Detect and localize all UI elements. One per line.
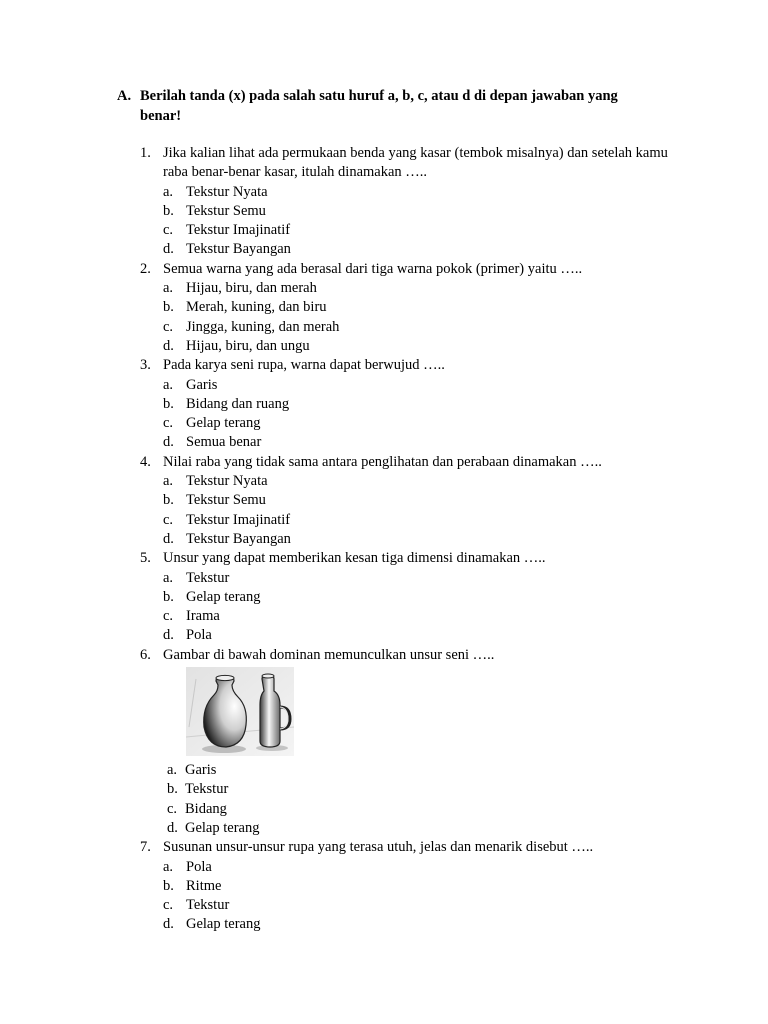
option-c (163, 896, 680, 915)
option-letter: b. (163, 395, 174, 412)
option-letter: d. (163, 434, 174, 451)
option-letter: a. (163, 569, 174, 586)
question-1 (140, 144, 680, 183)
question-text: Unsur yang dapat memberikan kesan tiga dimensi dinamakan ….. (163, 550, 546, 567)
question-5 (140, 549, 680, 568)
option-letter: c. (163, 897, 174, 914)
option-letter: c. (163, 415, 174, 432)
option-c (163, 221, 680, 240)
option-letter: b. (163, 202, 174, 219)
option-c (163, 318, 680, 337)
option-text: Tekstur Nyata (186, 183, 268, 200)
option-letter: c. (163, 608, 174, 625)
option-text: Tekstur (186, 569, 230, 586)
option-c (163, 607, 680, 626)
vases-illustration (186, 667, 294, 756)
option-text: Semua benar (186, 434, 262, 451)
option-letter: d. (163, 627, 174, 644)
section-letter: A. (117, 88, 132, 104)
option-text: Tekstur Imajinatif (186, 222, 291, 239)
question-6 (140, 646, 680, 665)
question-text: Susunan unsur-unsur rupa yang terasa utuh, jelas dan menarik disebut ….. (163, 839, 594, 856)
option-a (163, 376, 680, 395)
question-text: Nilai raba yang tidak sama antara penglihatan dan perabaan dinamakan ….. (163, 453, 602, 470)
question-2 (140, 260, 680, 279)
option-text: Tekstur Bayangan (186, 241, 291, 258)
option-letter: b. (163, 877, 174, 894)
option-b (163, 202, 680, 221)
option-text: Pola (186, 627, 212, 644)
option-b (167, 780, 680, 799)
option-d (163, 915, 680, 934)
option-letter: c. (163, 222, 174, 239)
option-text: Tekstur Imajinatif (186, 511, 291, 528)
option-text: Bidang (185, 800, 227, 817)
option-d (167, 819, 680, 838)
question-text: Pada karya seni rupa, warna dapat berwujud ….. (163, 357, 445, 374)
option-a (163, 279, 680, 298)
option-letter: d. (163, 337, 174, 354)
option-text: Gelap terang (186, 916, 261, 933)
question-text: Semua warna yang ada berasal dari tiga warna pokok (primer) yaitu ….. (163, 260, 583, 277)
option-a (163, 569, 680, 588)
vases-image (186, 667, 294, 756)
option-text: Gelap terang (185, 819, 260, 836)
option-letter: a. (163, 376, 174, 393)
question-text: Gambar di bawah dominan memunculkan unsur seni ….. (163, 646, 495, 663)
option-text: Hijau, biru, dan ungu (186, 337, 310, 354)
option-letter: d. (163, 916, 174, 933)
option-d (163, 240, 680, 259)
option-letter: c. (163, 318, 174, 335)
question-7 (140, 838, 680, 857)
option-c (163, 414, 680, 433)
option-text: Tekstur (186, 897, 230, 914)
question-number: 1. (140, 145, 151, 161)
section-instruction (117, 86, 662, 126)
option-letter: b. (163, 492, 174, 509)
option-d (163, 433, 680, 452)
question-number: 2. (140, 260, 151, 277)
option-text: Tekstur Semu (186, 492, 266, 509)
question-text: Jika kalian lihat ada permukaan benda yang kasar (tembok misalnya) dan setelah kamu raba benar-benar kasar, itulah dinamakan ….. (163, 145, 668, 181)
option-a (163, 183, 680, 202)
option-letter: a. (163, 858, 174, 875)
option-letter: b. (163, 299, 174, 316)
instruction-text: Berilah tanda (x) pada salah satu huruf a, b, c, atau d di depan jawaban yang benar! (140, 88, 618, 124)
option-text: Tekstur Nyata (186, 473, 268, 490)
question-number: 7. (140, 839, 151, 856)
option-text: Jingga, kuning, dan merah (186, 318, 340, 335)
question-3 (140, 356, 680, 375)
option-text: Irama (186, 608, 220, 625)
option-d (163, 626, 680, 645)
option-letter: a. (167, 762, 178, 779)
question-list (140, 144, 680, 935)
question-number: 5. (140, 550, 151, 567)
question-number: 4. (140, 453, 151, 470)
option-a (163, 858, 680, 877)
option-c (167, 800, 680, 819)
option-d (163, 337, 680, 356)
option-a (163, 472, 680, 491)
option-text: Tekstur Bayangan (186, 530, 291, 547)
question-4 (140, 453, 680, 472)
option-text: Garis (186, 376, 218, 393)
option-b (163, 588, 680, 607)
option-letter: b. (163, 588, 174, 605)
option-b (163, 395, 680, 414)
option-letter: a. (163, 183, 174, 200)
option-letter: b. (167, 781, 178, 798)
option-letter: c. (167, 800, 178, 817)
option-letter: d. (167, 819, 178, 836)
option-letter: a. (163, 473, 174, 490)
option-text: Bidang dan ruang (186, 395, 290, 412)
option-text: Gelap terang (186, 415, 261, 432)
option-b (163, 491, 680, 510)
option-text: Merah, kuning, dan biru (186, 299, 327, 316)
option-text: Garis (185, 762, 217, 779)
option-text: Hijau, biru, dan merah (186, 280, 317, 297)
option-c (163, 511, 680, 530)
option-text: Ritme (186, 877, 222, 894)
option-letter: d. (163, 530, 174, 547)
option-letter: d. (163, 241, 174, 258)
option-b (163, 877, 680, 896)
option-text: Gelap terang (186, 588, 261, 605)
option-text: Tekstur (185, 781, 229, 798)
option-letter: c. (163, 511, 174, 528)
question-number: 6. (140, 646, 151, 663)
option-text: Tekstur Semu (186, 202, 266, 219)
option-b (163, 298, 680, 317)
question-number: 3. (140, 357, 151, 374)
option-a (167, 761, 680, 780)
option-d (163, 530, 680, 549)
option-letter: a. (163, 280, 174, 297)
option-text: Pola (186, 858, 212, 875)
